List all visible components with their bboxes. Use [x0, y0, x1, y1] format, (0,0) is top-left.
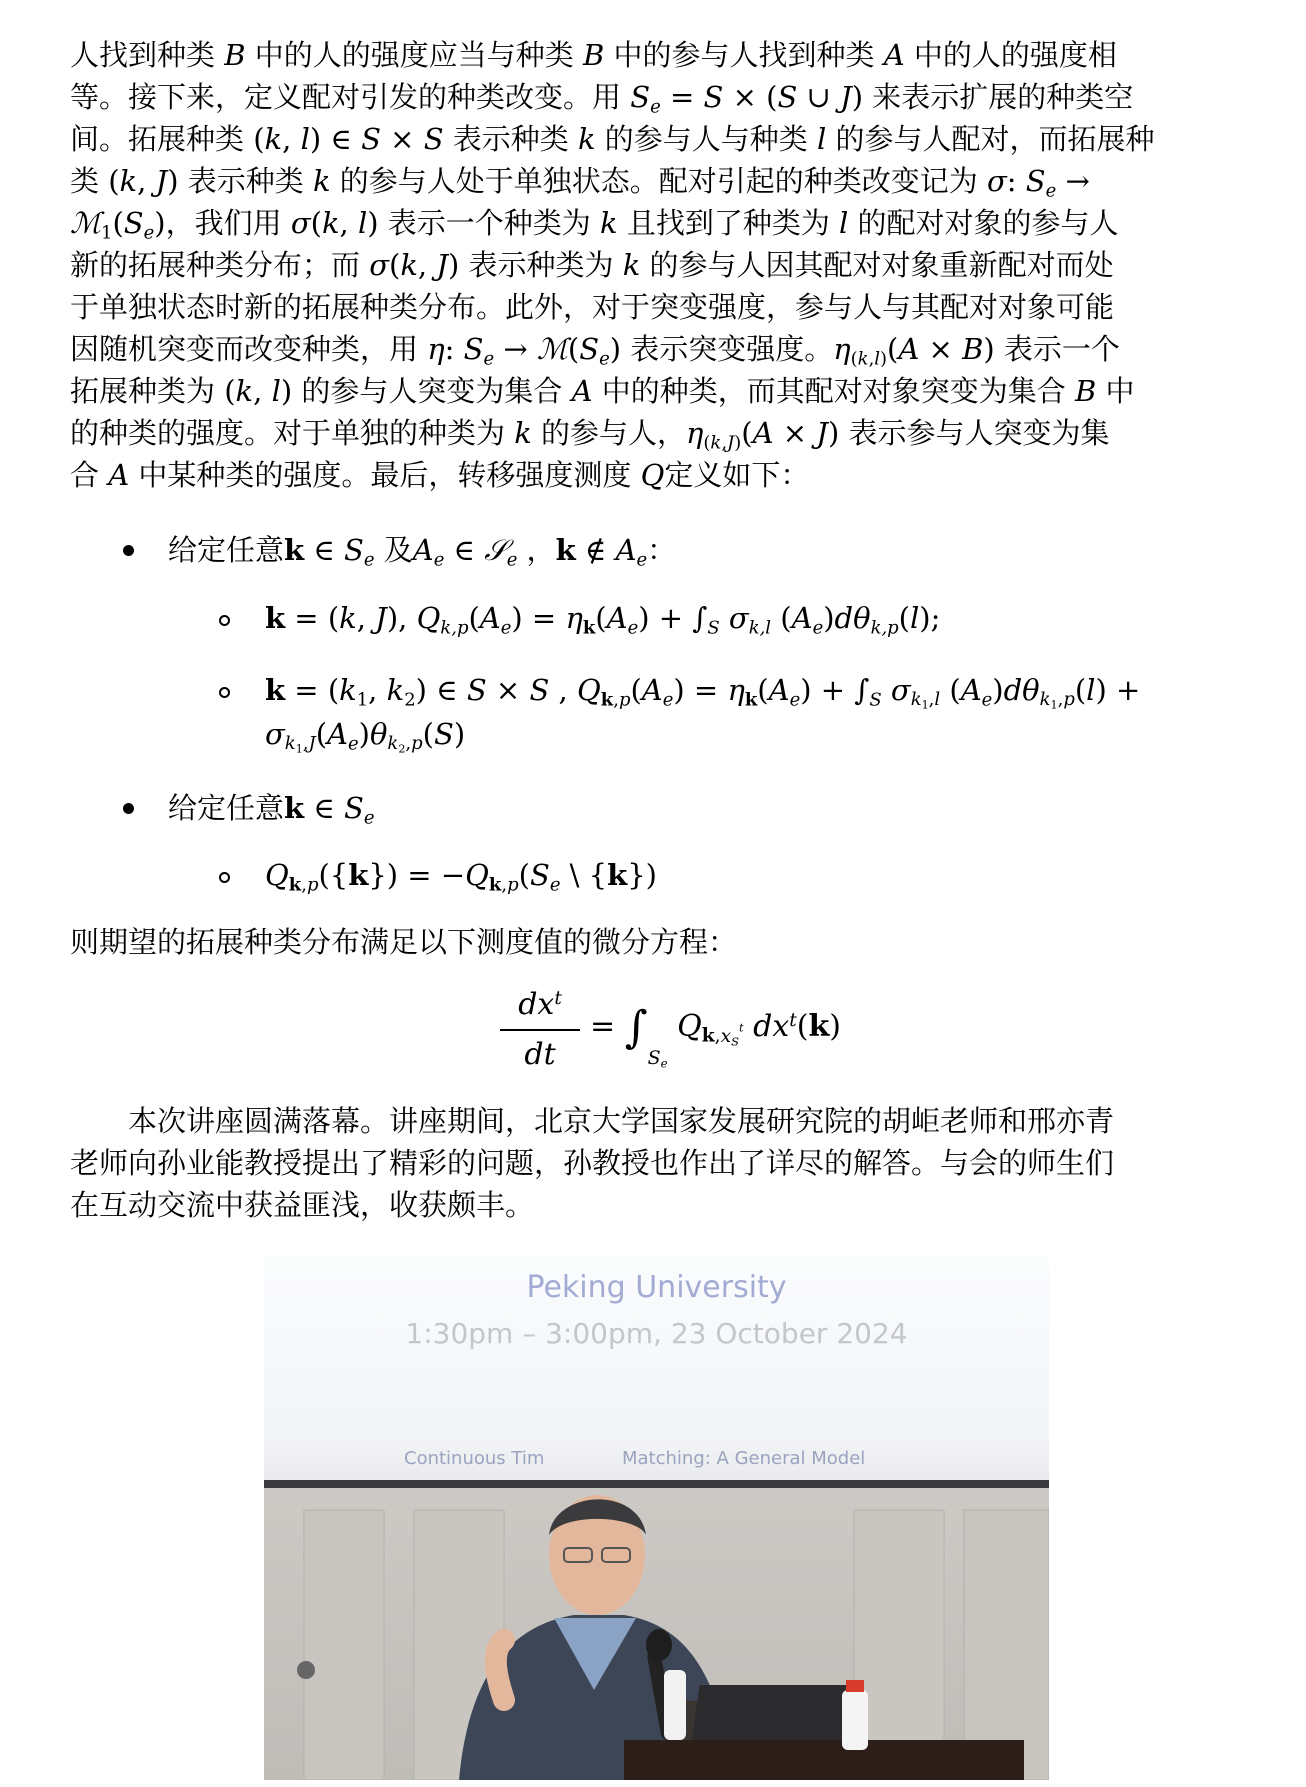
- bullet-item-2: 给定任意k ∈ $S_e$: [168, 791, 375, 829]
- sub-item-3: $Q_{k,p}(\{k\}) = -Q_{k,p}(S_e$ \ {k}): [265, 858, 657, 896]
- slide-title-left: Continuous Tim: [404, 1448, 545, 1469]
- fraction: [500, 985, 580, 1075]
- text-line: 拓展种类为 (k, l) 的参与人突变为集合 A 中的种类，而其配对对象突变为集合 B 中: [70, 374, 1135, 408]
- text-line: 合 A 中某种类的强度。最后，转移强度测度 Q定义如下：: [70, 458, 810, 492]
- equation-rhs: = $\int_{S_e}$ $Q_{k,x_S^t}$ $dx^t(k)$: [590, 1002, 842, 1071]
- text-line: 间。拓展种类 (k, l) ∈ S × S 表示种类 k 的参与人与种类 l 的参与人配对，而拓展种: [70, 122, 1155, 156]
- bullet-dot: [123, 545, 134, 556]
- sub-item-2-line-1: $k = (k_1$, $k_2$) ∈ S × S , $Q_{k,p}(A_e) = \eta_k(A_e) + \int_S$ $\sigma_{k_1,l}$ $(A_e)d\theta_{k_1,p}(l)$ +: [265, 673, 1141, 712]
- text-line: 等。接下来，定义配对引发的种类改变。用 $S_e = S \times (S$ ∪ J) 来表示扩展的种类空: [70, 80, 1134, 118]
- text-line: 于单独状态时新的拓展种类分布。此外，对于突变强度，参与人与其配对对象可能: [70, 290, 1115, 324]
- speaker-photo: [264, 1440, 1049, 1780]
- text-line: $ℳ_1(S_e)$，我们用 σ(k, l) 表示一个种类为 k 且找到了种类为 l 的配对对象的参与人: [70, 206, 1119, 244]
- text-line: 人找到种类 B 中的人的强度应当与种类 B 中的参与人找到种类 A 中的人的强度相: [70, 38, 1117, 72]
- display-equation: [490, 985, 842, 1085]
- slide-institution: Peking University: [526, 1270, 787, 1305]
- sub-bullet-circle: [219, 872, 230, 883]
- sub-item-2-line-2: $\sigma_{k_1,J}(A_e)\theta_{k_2,p}(S)$: [265, 717, 466, 756]
- sub-bullet-circle: [219, 687, 230, 698]
- speaker-photo-illustration: [264, 1440, 1049, 1780]
- slide-time: 1:30pm – 3:00pm, 23 October 2024: [405, 1317, 908, 1350]
- text-line: 本次讲座圆满落幕。讲座期间，北京大学国家发展研究院的胡岠老师和邢亦青: [128, 1104, 1115, 1138]
- text-line: 的种类的强度。对于单独的种类为 k 的参与人，$\eta_{(k,J)}(A \times J)$ 表示参与人突变为集: [70, 416, 1110, 454]
- paragraph-definitions: [70, 34, 1245, 496]
- sub-bullet-circle: [219, 615, 230, 626]
- paragraph-closing: [70, 1100, 1245, 1226]
- fraction-numerator: $dx^t$: [518, 987, 562, 1022]
- slide-title-right: Matching: A General Model: [622, 1448, 866, 1469]
- slide-photo-top: [264, 1255, 1049, 1440]
- fraction-bar: [500, 1029, 580, 1031]
- sub-item-1: k = (k, J), $Q_{k,p}(A_e) = \eta_k(A_e) + \int_S$ $\sigma_{k,l}$ $(A_e)d\theta_{k,p}(l)$;: [265, 601, 941, 639]
- fraction-denominator: dt: [524, 1037, 556, 1072]
- equation-intro: 则期望的拓展种类分布满足以下测度值的微分方程：: [70, 925, 738, 959]
- text-line: 老师向孙业能教授提出了精彩的问题，孙教授也作出了详尽的解答。与会的师生们: [70, 1146, 1115, 1180]
- text-line: 新的拓展种类分布；而 σ(k, J) 表示种类为 k 的参与人因其配对对象重新配对而处: [70, 248, 1114, 282]
- bullet-item-1: 给定任意k ∈ $S_e$ 及$A_e$ ∈ 𝒮$_e$ ，k ∉ $A_e$：: [168, 533, 677, 571]
- text-line: 类 (k, J) 表示种类 k 的参与人处于单独状态。配对引起的种类改变记为 σ: $S_e$ →: [70, 164, 1090, 202]
- bullet-dot: [123, 803, 134, 814]
- text-line: 在互动交流中获益匪浅，收获颇丰。: [70, 1188, 535, 1222]
- text-line: 因随机突变而改变种类，用 η: $S_e$ → $ℳ(S_e)$ 表示突变强度。$\eta_{(k,l)}(A \times B)$ 表示一个: [70, 332, 1120, 370]
